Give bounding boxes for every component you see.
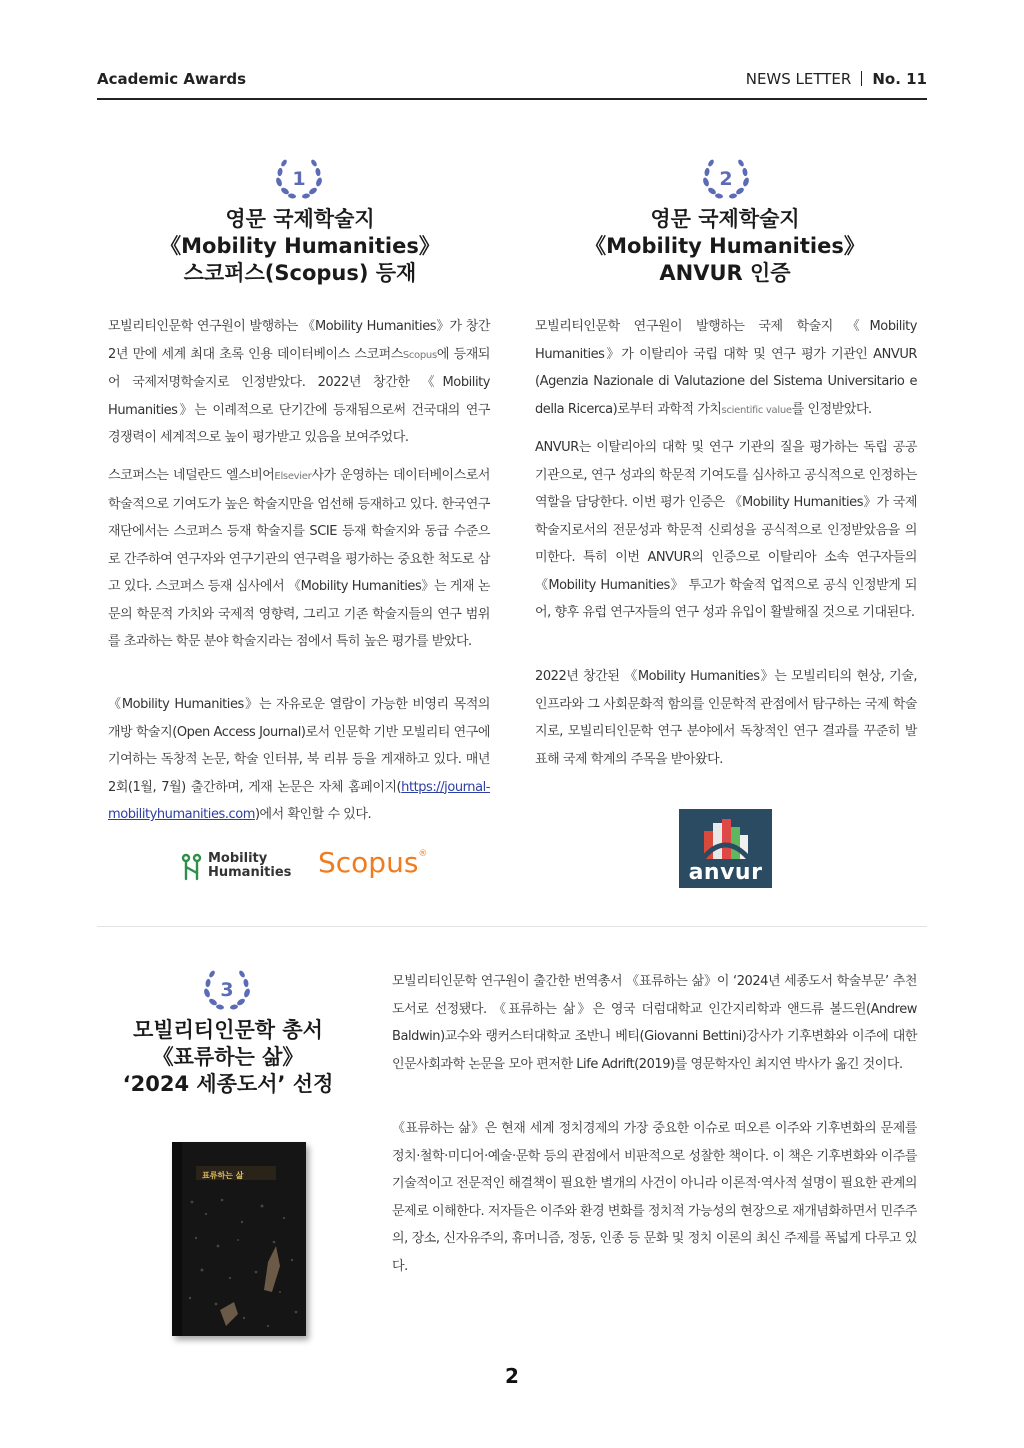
text: 《Mobility Humanities》는 자유로운 열람이 가능한 비영리 목적의 개방 학술지(Open Access Journal)로서 인문학 기반 모빌리티 연구에 기여하는 독창적 논문, 학술 인터뷰, 북 리뷰 등을 게재하고 있다. 매년 2회(1월, 7월) 출간하며, 게재 논문은 자체 홈페이지(: [108, 697, 490, 795]
award2-paragraph-2: ANVUR는 이탈리아의 대학 및 연구 기관의 질을 평가하는 독립 공공 기관으로, 연구 성과의 학문적 기여도를 심사하고 공식적으로 인정하는 역할을 담당한다. 이번 평가 인증은 《Mobility Humanities》가 국제 학술지로서의 전문성과 학문적 신뢰성을 공식적으로 인정받았음을 의미한다. 특히 이번 ANVUR의 인증으로 이탈리아 소속 연구자들의 《Mobility Humanities》 투고가 학술적 업적으로 공식 인정받게 되어, 향후 유럽 연구자들의 연구 성과 유입이 활발해질 것으로 기대된다.: [535, 440, 917, 620]
logo-line: Humanities: [208, 865, 292, 880]
award1-paragraph-3: [108, 691, 490, 829]
award1-title-line: 스코퍼스(Scopus) 등재: [183, 261, 417, 285]
badge-number: 3: [220, 979, 234, 1001]
registered-mark-icon: ®: [418, 849, 428, 859]
award3-title: [100, 1017, 356, 1098]
award2-paragraph-3: 2022년 창간된 《Mobility Humanities》는 모빌리티의 현상, 기술, 인프라와 그 사회문화적 함의를 인문학적 관점에서 탐구하는 국제 학술지로, 모빌리티인문학 연구 분야에서 독창적인 연구 결과를 꾸준히 발표해 국제 학계의 주목을 받아왔다.: [535, 669, 917, 767]
award3-title-line: 《표류하는 삶》: [152, 1045, 304, 1069]
header-separator: [861, 71, 862, 86]
text: 스코퍼스는 네덜란드 엘스비어: [108, 468, 275, 483]
text: 를 인정받았다.: [791, 401, 872, 417]
text: 모빌리티인문학 연구원이 발행하는 《Mobility Humanities》가 창간 2년 만에 세계 최대 초록 인용 데이터베이스 스코퍼스: [108, 319, 490, 362]
issue-number: No. 11: [872, 70, 927, 88]
award3-title-line: ‘2024 세종도서’ 선정: [122, 1072, 334, 1096]
scopus-logo: [318, 846, 427, 879]
section-title: Academic Awards: [97, 70, 247, 88]
award3-title-line: 모빌리티인문학 총서: [133, 1018, 323, 1042]
mobility-humanities-mark-icon: [180, 853, 204, 881]
award-badge-1: [271, 150, 327, 202]
award-badge-3: [199, 961, 255, 1013]
foreign-term: scientific value: [721, 404, 792, 416]
text: 사가 운영하는 데이터베이스로서 학술적으로 기여도가 높은 학술지만을 엄선해 등재하고 있다. 한국연구재단에서는 스코퍼스 등재 학술지를 SCIE 등재 학술지와 동급 수준으로 간주하여 연구자와 연구기관의 연구력을 평가하는 중요한 척도로 삼고 있다. 스코퍼스 등재 심사에서 《Mobility Humanities》는 게재 논문의 학문적 가치와 국제적 영향력, 그리고 기존 학술지들의 연구 범위를 초과하는 학문 분야 학술지라는 점에서 특히 높은 평가를 받았다.: [108, 468, 490, 649]
text: 에 등재되어 국제저명학술지로 인정받았다. 2022년 창간한 《Mobility Humanities》는 이례적으로 단기간에 등재됨으로써 건국대의 연구 경쟁력이 세계적으로 높이 평가받고 있음을 보여주었다.: [108, 346, 490, 445]
badge-number: 2: [719, 168, 733, 190]
mobility-humanities-logo-text: [208, 852, 291, 880]
section-divider: [97, 926, 927, 927]
award1-title-line: 영문 국제학술지: [225, 207, 375, 231]
award-badge-2: [698, 150, 754, 202]
logo-line: Mobility: [208, 851, 268, 866]
award2-title-line: 《Mobility Humanities》: [585, 234, 865, 258]
award1-paragraph-1: [108, 313, 490, 452]
laurel-icon: [698, 150, 754, 202]
award2-title-line: 영문 국제학술지: [650, 207, 800, 231]
book-cover-image: [172, 1142, 306, 1336]
mobility-humanities-logo: [180, 852, 290, 882]
journal-homepage-link[interactable]: https://journal-mobilityhumanities.com: [108, 779, 490, 822]
text: 모빌리티인문학 연구원이 발행하는 국제 학술지 《Mobility Humanities》가 이탈리아 국립 대학 및 연구 평가 기관인 ANVUR (Agenzia Nazionale di Valutazione del Sistema Universitario e della Ricerca)로부터 과학적 가치: [535, 319, 917, 417]
award2-paragraph-1: [535, 313, 917, 424]
award2-title: [575, 206, 875, 287]
book-cover-title: 표류하는 삶: [202, 1171, 244, 1180]
foreign-term: Elsevier: [274, 471, 312, 482]
award3-paragraph-1: 모빌리티인문학 연구원이 출간한 번역총서 《표류하는 삶》이 ‘2024년 세종도서 학술부문’ 추천도서로 선정됐다. 《표류하는 삶》은 영국 더럼대학교 인간지리학과 앤드류 볼드윈(Andrew Baldwin)교수와 랭커스터대학교 조반니 베티(Giovanni Bettini)강사가 기후변화와 이주에 대한 인문사회과학 논문을 모아 편저한 Life Adrift(2019)를 영문학자인 최지연 박사가 옮긴 것이다.: [392, 974, 917, 1072]
foreign-term: Scopus: [402, 349, 437, 361]
page-number: 2: [505, 1364, 519, 1388]
laurel-icon: [199, 961, 255, 1013]
award1-paragraph-2: [108, 462, 490, 656]
text: )에서 확인할 수 있다.: [254, 807, 372, 822]
badge-number: 1: [292, 168, 306, 190]
award1-title-line: 《Mobility Humanities》: [160, 234, 440, 258]
laurel-icon: [271, 150, 327, 202]
scopus-logo-text: Scopus: [318, 846, 419, 879]
anvur-logo: [679, 809, 772, 888]
anvur-logo-text: anvur: [688, 860, 763, 885]
page-header: [97, 68, 927, 100]
award1-title: [150, 206, 450, 287]
newsletter-label: NEWS LETTER: [745, 70, 852, 88]
award2-title-line: ANVUR 인증: [659, 261, 791, 285]
issue-info: [746, 70, 927, 88]
award3-paragraph-2: 《표류하는 삶》은 현재 세계 정치경제의 가장 중요한 이슈로 떠오른 이주와 기후변화의 문제를 정치·철학·미디어·예술·문학 등의 관점에서 비판적으로 성찰한 책이다. 이 책은 기후변화와 이주를 기술적이고 전문적인 해결책이 필요한 별개의 사건이 아니라 이론적·역사적 설명이 필요한 관계의 문제로 이해한다. 저자들은 이주와 환경 변화를 정치적 가능성의 현장으로 재개념화하면서 민주주의, 장소, 신자유주의, 휴머니즘, 정동, 인종 등 문화 및 정치 이론의 최신 주제를 폭넓게 다루고 있다.: [392, 1121, 917, 1274]
